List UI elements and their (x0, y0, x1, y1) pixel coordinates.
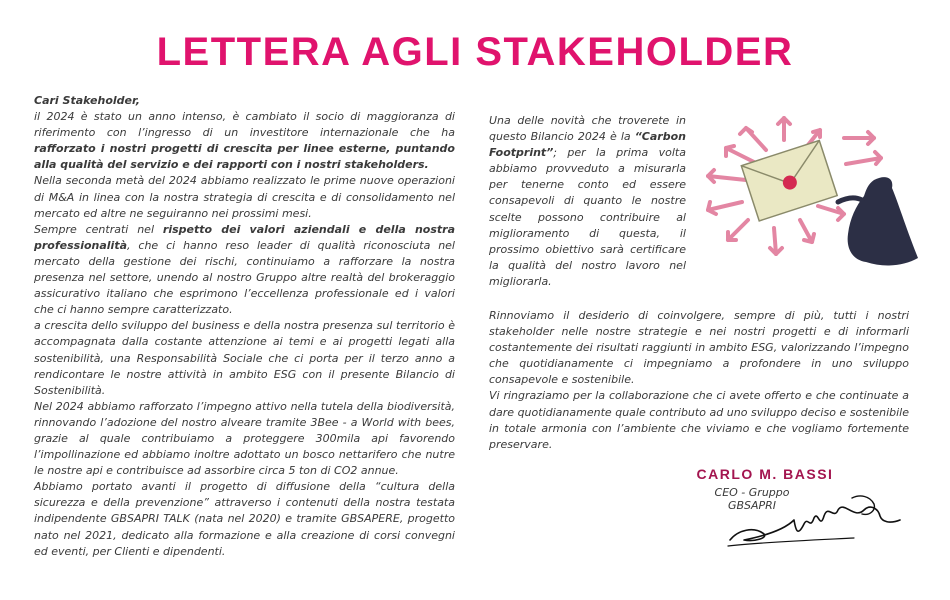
envelope-with-arrows-icon (696, 110, 926, 290)
paragraph-3-a: Sempre centrati nel (34, 222, 163, 236)
left-column (34, 93, 455, 560)
page-title: LETTERA AGLI STAKEHOLDER (156, 30, 794, 74)
right-paragraph-1: Rinnoviamo il desiderio di coinvolgere, sempre di più, tutti i nostri stakeholder nelle nostre strategie e nei nostri progetti e di informarli costantemente dei risultati raggiunti in ambito ESG, valorizzando l’impegno che quotidianamente ci impegniamo a profondere in uno sviluppo consapevole e sostenibile. (489, 309, 909, 387)
paragraph-5: Nel 2024 abbiamo rafforzato l’impegno attivo nella tutela della biodiversità, rinnovando l’adozione del nostro alveare tramite 3Bee - a World with bees, grazie al quale contribuiamo a proteggere 300mila api favorendo l’impollinazione ed abbiamo inoltre adottato un bosco nettarifero che nutre le nostre api e contribuisce ad assorbire circa 5 ton di CO2 annue. (34, 399, 455, 478)
intro-bold: “Carbon Footprint” (489, 130, 686, 160)
paragraph-2: Nella seconda metà del 2024 abbiamo realizzato le prime nuove operazioni di M&A in linea con la nostra strategia di crescita e di consolidamento nel mercato ed altre ne seguiranno nei prossimi mesi. (34, 174, 455, 220)
signatory-name: CARLO M. BASSI (696, 466, 834, 482)
intro-c: ; per la prima volta abbiamo provveduto a misurarla per tenerne conto ed essere consapevoli di quanto le nostre scelte possono contribuire al miglioramento di questa, il prossimo obiettivo sarà certificare la qualità del nostro lavoro nel migliorarla. (489, 146, 686, 288)
paragraph-1-a: il 2024 è stato un anno intenso, è cambiato il socio di maggioranza di riferimento con l’ingresso di un investitore internazionale che ha (34, 110, 455, 140)
paragraph-1-bold: rafforzato i nostri progetti di crescita per linee esterne, puntando alla qualità del servizio e dei rapporti con i nostri stakeholders. (34, 142, 455, 172)
salutation-text: Cari Stakeholder, (34, 94, 140, 107)
right-paragraph-2: Vi ringraziamo per la collaborazione che ci avete offerto e che continuate a dare quotidianamente quale contributo ad uno sviluppo deciso e sostenibile in totale armonia con l’ambiente che viviamo e che vogliamo fortemente preservare. (489, 389, 909, 451)
handwritten-signature (724, 490, 904, 550)
salutation (34, 93, 455, 109)
paragraph-1 (34, 109, 455, 173)
paragraph-3-bold: rispetto dei valori aziendali e della nostra professionalità (34, 222, 456, 252)
paragraph-4: a crescita dello sviluppo del business e della nostra presenza sul territorio è accompagnata dalla costante attenzione ai temi e ai progetti legati alla sostenibilità, una Responsabilità Sociale che ci porta per il terzo anno a rendicontare le nostre attività in ambito ESG con il presente Bilancio di Sostenibilità. (34, 319, 455, 397)
right-column (489, 308, 909, 453)
signatory-role: CEO - Gruppo GBSAPRI (714, 486, 790, 512)
intro-a: Una delle novità che troverete in questo Bilancio 2024 è la (489, 114, 686, 144)
carbon-footprint-intro (489, 113, 686, 290)
paragraph-3 (34, 222, 455, 319)
paragraph-3-c: , che ci hanno reso leader di qualità riconosciuta nel mercato della gestione dei rischi, continuiamo a rafforzare la nostra presenza nel settore, unendo al nostro Gruppo altre realtà del brokeraggio assicurativo italiano che esprimono l’eccellenza professionale ed i valori che ci hanno sempre caratterizzato. (34, 238, 455, 317)
paragraph-6: Abbiamo portato avanti il progetto di diffusione della “cultura della sicurezza e della prevenzione” attraverso i contenuti della nostra testata indipendente GBSAPRI TALK (nata nel 2020) e tramite GBSAPERE, progetto nato nel 2021, dedicato alla formazione e alla creazione di corsi convegni ed eventi, per Clienti e dipendenti. (34, 480, 455, 558)
